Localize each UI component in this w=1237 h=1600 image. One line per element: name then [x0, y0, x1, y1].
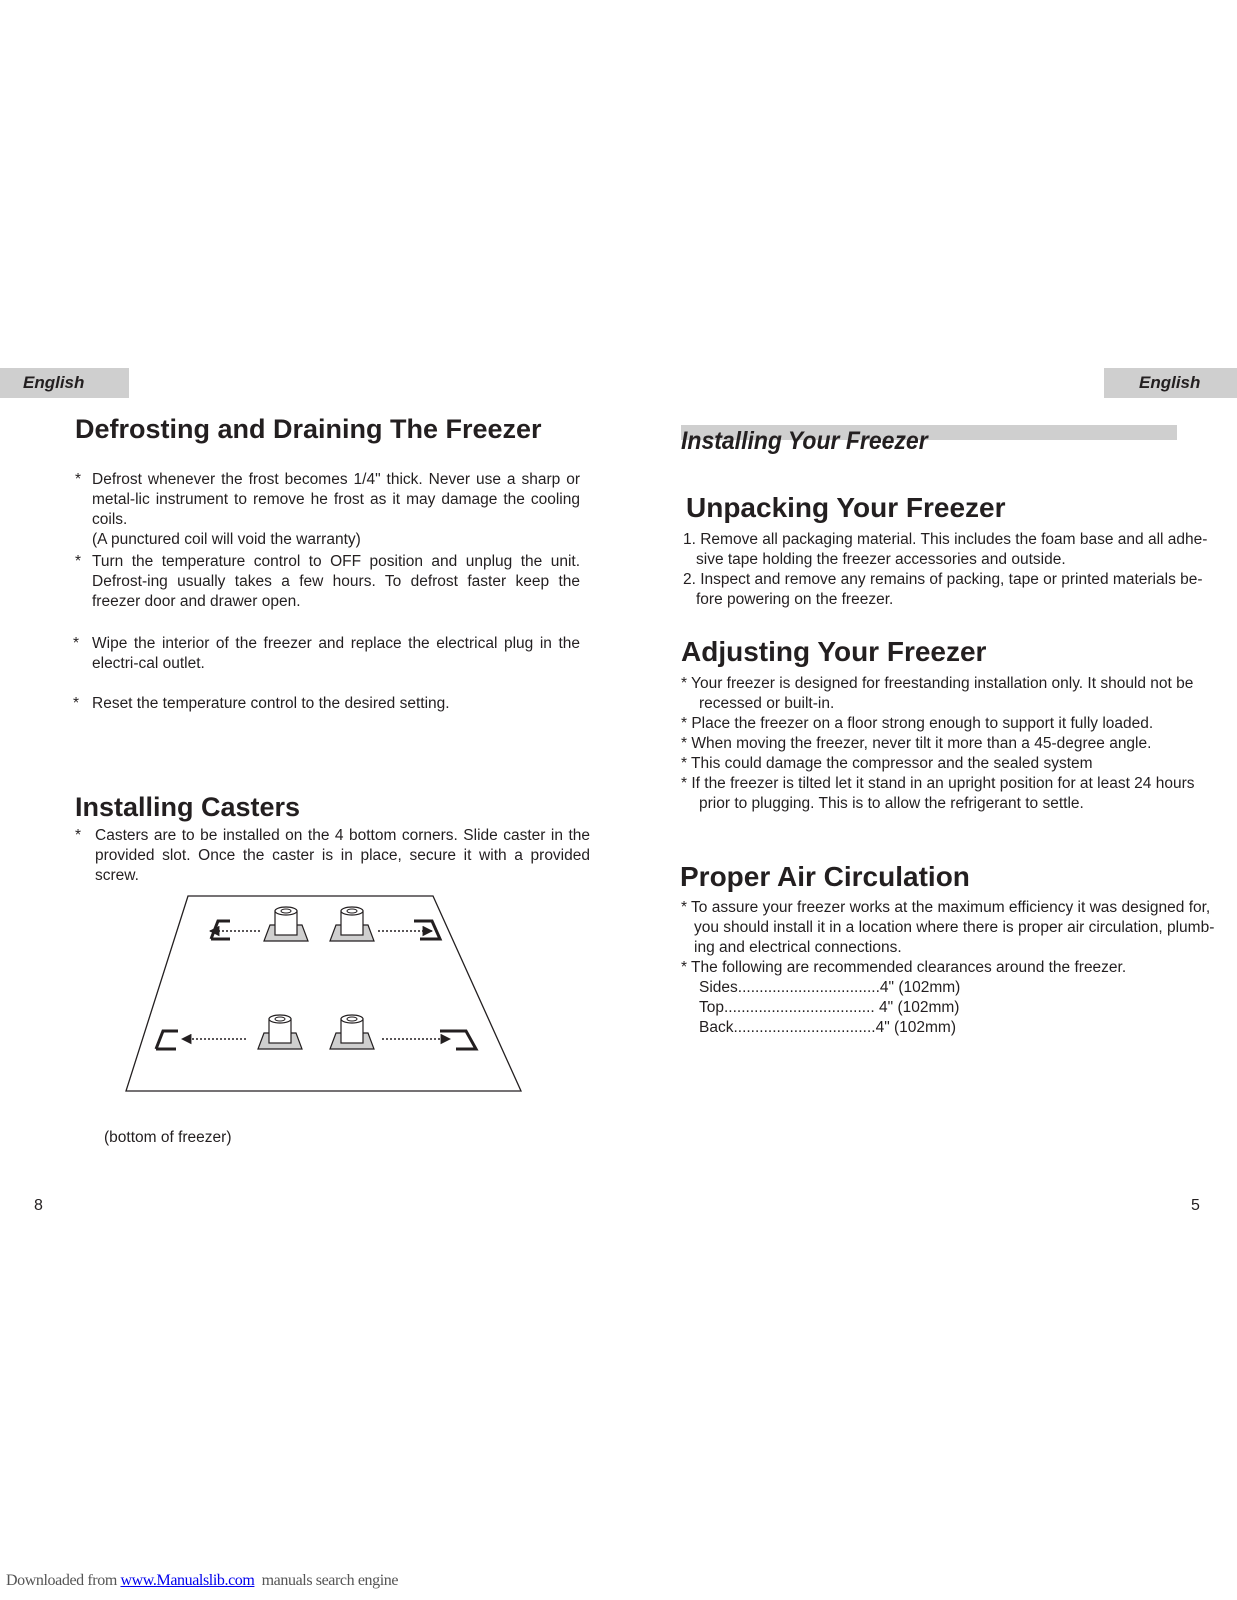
defrost-bullet-3	[73, 634, 580, 674]
adjusting-title: Adjusting Your Freezer	[681, 636, 987, 667]
language-tab-left	[0, 368, 129, 398]
air-line-2: you should install it in a location where there is proper air circulation, plumb-	[694, 919, 1215, 936]
adjusting-text	[681, 674, 1201, 814]
defrost-bullet-1-text: Defrost whenever the frost becomes 1/4" thick. Never use a sharp or metal-lic instrument to remove he frost as it may damage the cooling coils.	[92, 471, 580, 528]
clearance-sides: Sides.................................4" (102mm)	[699, 979, 961, 996]
freezer-bottom-outline	[126, 896, 521, 1091]
language-tab-right	[1104, 368, 1237, 398]
bullet-star: *	[75, 471, 82, 488]
air-line-1: * To assure your freezer works at the maximum efficiency it was designed for,	[681, 899, 1211, 916]
manualslib-link[interactable]: www.Manualslib.com	[120, 1572, 255, 1589]
adjusting-line-5: * This could damage the compressor and the sealed system	[681, 755, 1093, 772]
caster-slot-bottom-left	[156, 1031, 178, 1049]
diagram-caption: (bottom of freezer)	[104, 1129, 232, 1146]
caster-top-left	[264, 907, 308, 941]
adjusting-line-2: recessed or built-in.	[699, 695, 835, 712]
air-line-4: * The following are recommended clearances around the freezer.	[681, 959, 1127, 976]
bullet-star: *	[73, 635, 80, 652]
language-tab-right-label: English	[1139, 373, 1201, 392]
bullet-star: *	[75, 553, 82, 570]
clearance-top: Top................................... 4" (102mm)	[699, 999, 960, 1016]
language-tab-left-label: English	[23, 373, 85, 392]
bullet-star: *	[75, 827, 82, 844]
air-line-3: ing and electrical connections.	[694, 939, 902, 956]
unpacking-line-4: fore powering on the freezer.	[696, 591, 894, 608]
caster-slot-bottom-right	[440, 1031, 476, 1049]
defrost-bullet-2-text: Turn the temperature control to OFF position and unplug the unit. Defrost-ing usually takes a few hours. To defrost faster keep the freezer door and drawer open.	[92, 553, 580, 610]
defrost-bullet-1-note: (A punctured coil will void the warranty)	[92, 531, 361, 548]
caster-diagram	[120, 895, 540, 1105]
casters-bullet	[75, 826, 590, 886]
page-number-left: 8	[34, 1197, 43, 1214]
air-text	[681, 898, 1215, 1038]
adjusting-line-1: * Your freezer is designed for freestanding installation only. It should not be	[681, 675, 1194, 692]
adjusting-line-6: * If the freezer is tilted let it stand in an upright position for at least 24 hours	[681, 775, 1195, 792]
defrost-bullet-3-text: Wipe the interior of the freezer and replace the electrical plug in the electri-cal outlet.	[92, 635, 580, 672]
adjusting-line-7: prior to plugging. This is to allow the refrigerant to settle.	[699, 795, 1084, 812]
unpacking-line-3: 2. Inspect and remove any remains of packing, tape or printed materials be-	[683, 571, 1203, 588]
defrost-title: Defrosting and Draining The Freezer	[75, 414, 542, 444]
caster-slot-top-right	[414, 921, 440, 939]
adjusting-line-4: * When moving the freezer, never tilt it more than a 45-degree angle.	[681, 735, 1152, 752]
casters-text: Casters are to be installed on the 4 bottom corners. Slide caster in the provided slot. Once the caster is in place, secure it with a provided screw.	[95, 827, 590, 884]
defrost-bullet-4	[73, 694, 580, 714]
unpacking-line-1: 1. Remove all packaging material. This includes the foam base and all adhe-	[683, 531, 1208, 548]
footer-suffix: manuals search engine	[254, 1572, 399, 1589]
caster-bottom-right	[330, 1015, 374, 1049]
unpacking-line-2: sive tape holding the freezer accessories and outside.	[696, 551, 1066, 568]
caster-bottom-left	[258, 1015, 302, 1049]
caster-slot-top-left	[211, 921, 230, 939]
caster-top-right	[330, 907, 374, 941]
clearance-back: Back.................................4" (102mm)	[699, 1019, 957, 1036]
download-footer	[6, 1572, 398, 1590]
page-number-right: 5	[1191, 1197, 1200, 1214]
unpacking-title: Unpacking Your Freezer	[686, 492, 1006, 523]
defrost-bullet-4-text: Reset the temperature control to the desired setting.	[92, 695, 450, 712]
bullet-star: *	[73, 695, 80, 712]
air-title: Proper Air Circulation	[680, 861, 970, 892]
footer-prefix: Downloaded from	[6, 1572, 121, 1589]
unpacking-text	[683, 530, 1208, 610]
adjusting-line-3: * Place the freezer on a floor strong enough to support it fully loaded.	[681, 715, 1154, 732]
section-banner-title: Installing Your Freezer	[681, 427, 928, 455]
defrost-bullet-1	[75, 470, 580, 550]
defrost-bullet-2	[75, 552, 580, 612]
casters-title: Installing Casters	[75, 792, 301, 822]
